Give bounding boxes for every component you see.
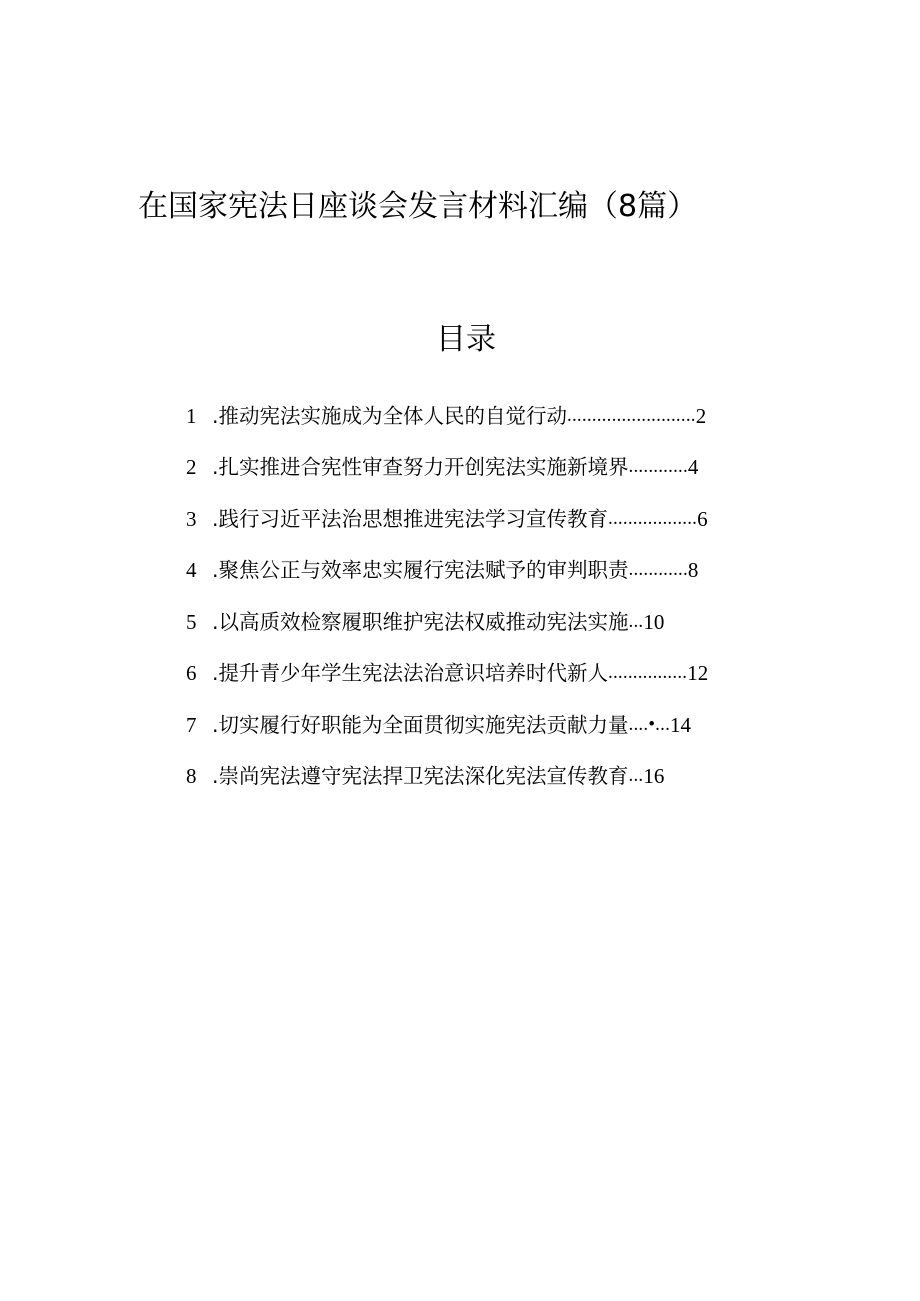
toc-entry-8[interactable] — [186, 751, 786, 803]
toc-entry-leader: ... — [628, 610, 644, 632]
toc-entry-leader: ................ — [608, 662, 688, 684]
toc-entry-number: 4 — [186, 558, 197, 583]
toc-entry-title: .扎实推进合宪性审查努力开创宪法实施新境界 — [212, 455, 629, 480]
toc-entry-page: 10 — [643, 609, 665, 634]
toc-entry-number: 2 — [186, 455, 197, 480]
toc-entry-3[interactable] — [186, 493, 786, 545]
toc-entry-number: 5 — [186, 609, 197, 634]
toc-entry-page: 14 — [670, 712, 692, 737]
toc-entry-number: 1 — [186, 403, 197, 428]
table-of-contents — [186, 390, 786, 802]
toc-entry-title: .以高质效检察履职维护宪法权威推动宪法实施 — [212, 609, 629, 634]
toc-entry-6[interactable] — [186, 648, 786, 700]
toc-entry-4[interactable] — [186, 545, 786, 597]
toc-entry-leader: ... — [628, 765, 644, 787]
toc-entry-page: 2 — [695, 403, 707, 428]
toc-entry-number: 6 — [186, 661, 197, 686]
toc-entry-number: 7 — [186, 712, 197, 737]
toc-entry-7[interactable] — [186, 699, 786, 751]
toc-entry-leader: ....•... — [628, 713, 671, 735]
toc-entry-leader: .................. — [608, 507, 698, 529]
toc-entry-number: 8 — [186, 764, 197, 789]
toc-entry-page: 6 — [697, 506, 708, 531]
toc-entry-leader: ............ — [628, 559, 688, 581]
toc-entry-leader: .......................... — [567, 404, 696, 426]
toc-entry-page: 12 — [687, 661, 709, 686]
toc-entry-1[interactable] — [186, 390, 786, 442]
toc-entry-title: .践行习近平法治思想推进宪法学习宣传教育 — [212, 506, 609, 531]
toc-heading: 目录 — [436, 322, 496, 357]
toc-entry-page: 16 — [643, 764, 665, 789]
toc-entry-page: 8 — [687, 558, 699, 583]
document-title: 在国家宪法日座谈会发言材料汇编（8篇） — [138, 189, 698, 224]
toc-entry-title: .聚焦公正与效率忠实履行宪法赋予的审判职责 — [212, 558, 629, 583]
toc-entry-title: .推动宪法实施成为全体人民的自觉行动 — [212, 403, 568, 428]
toc-entry-title: .切实履行好职能为全面贯彻实施宪法贡献力量 — [212, 712, 629, 737]
toc-entry-title: .提升青少年学生宪法法治意识培养时代新人 — [212, 661, 609, 686]
toc-entry-title: .崇尚宪法遵守宪法捍卫宪法深化宪法宣传教育 — [212, 764, 629, 789]
toc-entry-leader: ............ — [628, 456, 688, 478]
toc-entry-page: 4 — [687, 455, 699, 480]
toc-entry-2[interactable] — [186, 442, 786, 494]
toc-entry-5[interactable] — [186, 596, 786, 648]
toc-entry-number: 3 — [186, 506, 197, 531]
